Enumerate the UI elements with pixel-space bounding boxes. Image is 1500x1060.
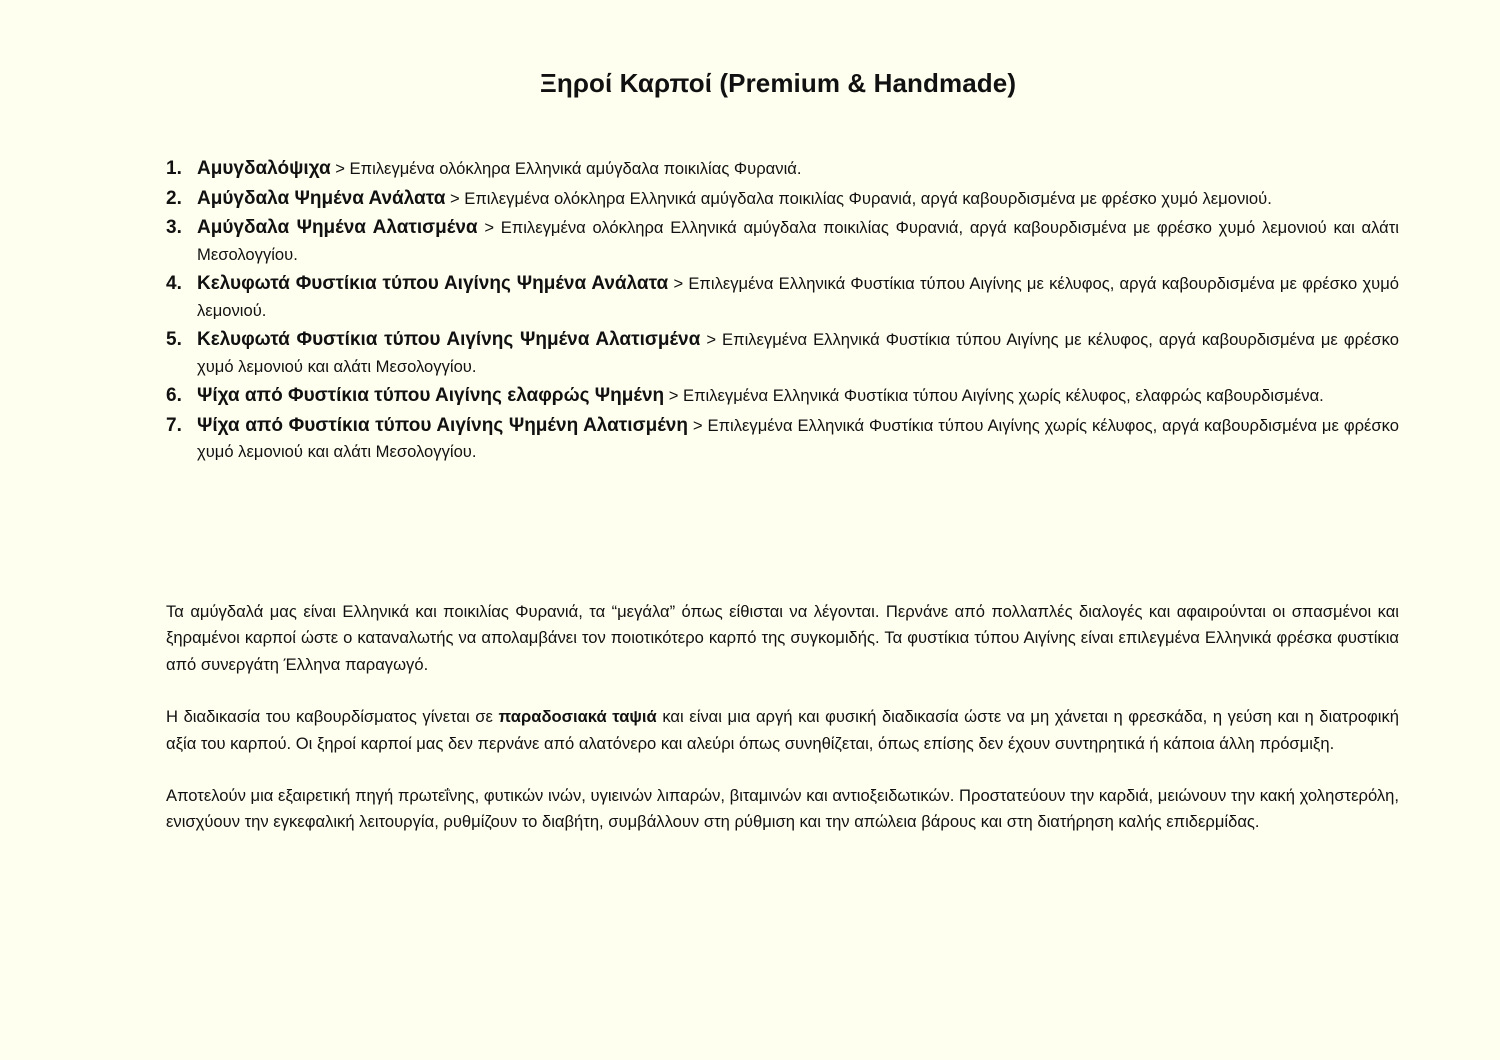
product-name: Ψίχα από Φυστίκια τύπου Αιγίνης Ψημένη Αλατισμένη: [197, 414, 688, 436]
roasting-emphasis: παραδοσιακά ταψιά: [498, 707, 657, 727]
list-item: [166, 383, 1399, 410]
product-name: Αμυγδαλόψιχα: [197, 158, 331, 179]
description-section: [166, 599, 1399, 862]
product-name: Κελυφωτά Φυστίκια τύπου Αιγίνης Ψημένα Ανάλατα: [197, 273, 669, 294]
product-description: > Επιλεγμένα Ελληνικά Φυστίκια τύπου Αιγίνης με κέλυφος, αργά καβουρδισμένα με φρέσκο χυμό λεμονιού και αλάτι Μεσολογγίου.: [197, 330, 1399, 376]
product-description: > Επιλεγμένα ολόκληρα Ελληνικά αμύγδαλα ποικιλίας Φυρανιά.: [330, 159, 802, 178]
item-number: 5.: [166, 329, 182, 350]
product-list: [166, 156, 1399, 469]
product-description: > Επιλεγμένα Ελληνικά Φυστίκια τύπου Αιγίνης χωρίς κέλυφος, αργά καβουρδισμένα με φρέσκο χυμό λεμονιού και αλάτι Μεσολογγίου.: [197, 415, 1399, 461]
benefits-paragraph: Αποτελούν μια εξαιρετική πηγή πρωτεΐνης, φυτικών ινών, υγιεινών λιπαρών, βιταμινών και αντιοξειδωτικών. Προστατεύουν την καρδιά, μειώνουν την κακή χοληστερόλη, ενισχύουν την εγκεφαλική λειτουργία, ρυθμίζουν το διαβήτη, συμβάλλουν στη ρύθμιση και την απώλεια βάρους και στη διατήρηση καλής επιδερμίδας.: [166, 786, 1399, 832]
product-description: > Επιλεγμένα ολόκληρα Ελληνικά αμύγδαλα ποικιλίας Φυρανιά, αργά καβουρδισμένα με φρέσκο χυμό λεμονιού και αλάτι Μεσολογγίου.: [197, 218, 1399, 264]
item-number: 2.: [166, 187, 182, 209]
roasting-paragraph: [166, 704, 1399, 757]
roasting-text-end: και είναι μια αργή και φυσική διαδικασία ώστε να μη χάνεται η φρεσκάδα, η γεύση και η διατροφική αξία του καρπού. Οι ξηροί καρποί μας δεν περνάνε από αλατόνερο και αλεύρι όπως συνηθίζεται, όπως επίσης δεν έχουν συντηρητικά ή κάποια άλλη πρόσμιξη.: [166, 707, 1399, 753]
product-name: Κελυφωτά Φυστίκια τύπου Αιγίνης Ψημένα Αλατισμένα: [197, 329, 701, 350]
intro-paragraph: Τα αμύγδαλά μας είναι Ελληνικά και ποικιλίας Φυρανιά, τα “μεγάλα” όπως είθισται να λέγονται. Περνάνε από πολλαπλές διαλογές και αφαιρούνται οι σπασμένοι και ξηραμένοι καρποί ώστε ο καταναλωτής να απολαμβάνει τον ποιοτικότερο καρπό της συγκομιδής. Τα φυστίκια τύπου Αιγίνης είναι επιλεγμένα Ελληνικά φρέσκα φυστίκια από συνεργάτη Έλληνα παραγωγό.: [166, 602, 1399, 674]
roasting-text-start: Η διαδικασία του καβουρδίσματος γίνεται σε: [166, 707, 499, 727]
list-item: [166, 271, 1399, 324]
product-description: > Επιλεγμένα Ελληνικά Φυστίκια τύπου Αιγίνης με κέλυφος, αργά καβουρδισμένα με φρέσκο χυμό λεμονιού.: [197, 274, 1400, 320]
item-number: 7.: [166, 414, 182, 436]
list-item: [166, 186, 1399, 213]
item-number: 1.: [166, 158, 182, 179]
product-name: Ψίχα από Φυστίκια τύπου Αιγίνης ελαφρώς Ψημένη: [197, 385, 665, 406]
product-name: Αμύγδαλα Ψημένα Ανάλατα: [197, 187, 446, 209]
item-number: 6.: [166, 385, 182, 406]
list-item: [166, 156, 1399, 183]
page-title: Ξηροί Καρποί (Premium & Handmade): [540, 68, 1017, 98]
item-number: 4.: [166, 273, 182, 294]
product-description: > Επιλεγμένα Ελληνικά Φυστίκια τύπου Αιγίνης χωρίς κέλυφος, ελαφρώς καβουρδισμένα.: [664, 386, 1324, 405]
list-item: [166, 215, 1399, 268]
product-description: > Επιλεγμένα ολόκληρα Ελληνικά αμύγδαλα ποικιλίας Φυρανιά, αργά καβουρδισμένα με φρέσκο χυμό λεμονιού.: [445, 188, 1272, 208]
list-item: [166, 327, 1399, 380]
list-item: [166, 413, 1399, 466]
item-number: 3.: [166, 217, 182, 238]
product-name: Αμύγδαλα Ψημένα Αλατισμένα: [197, 217, 478, 238]
